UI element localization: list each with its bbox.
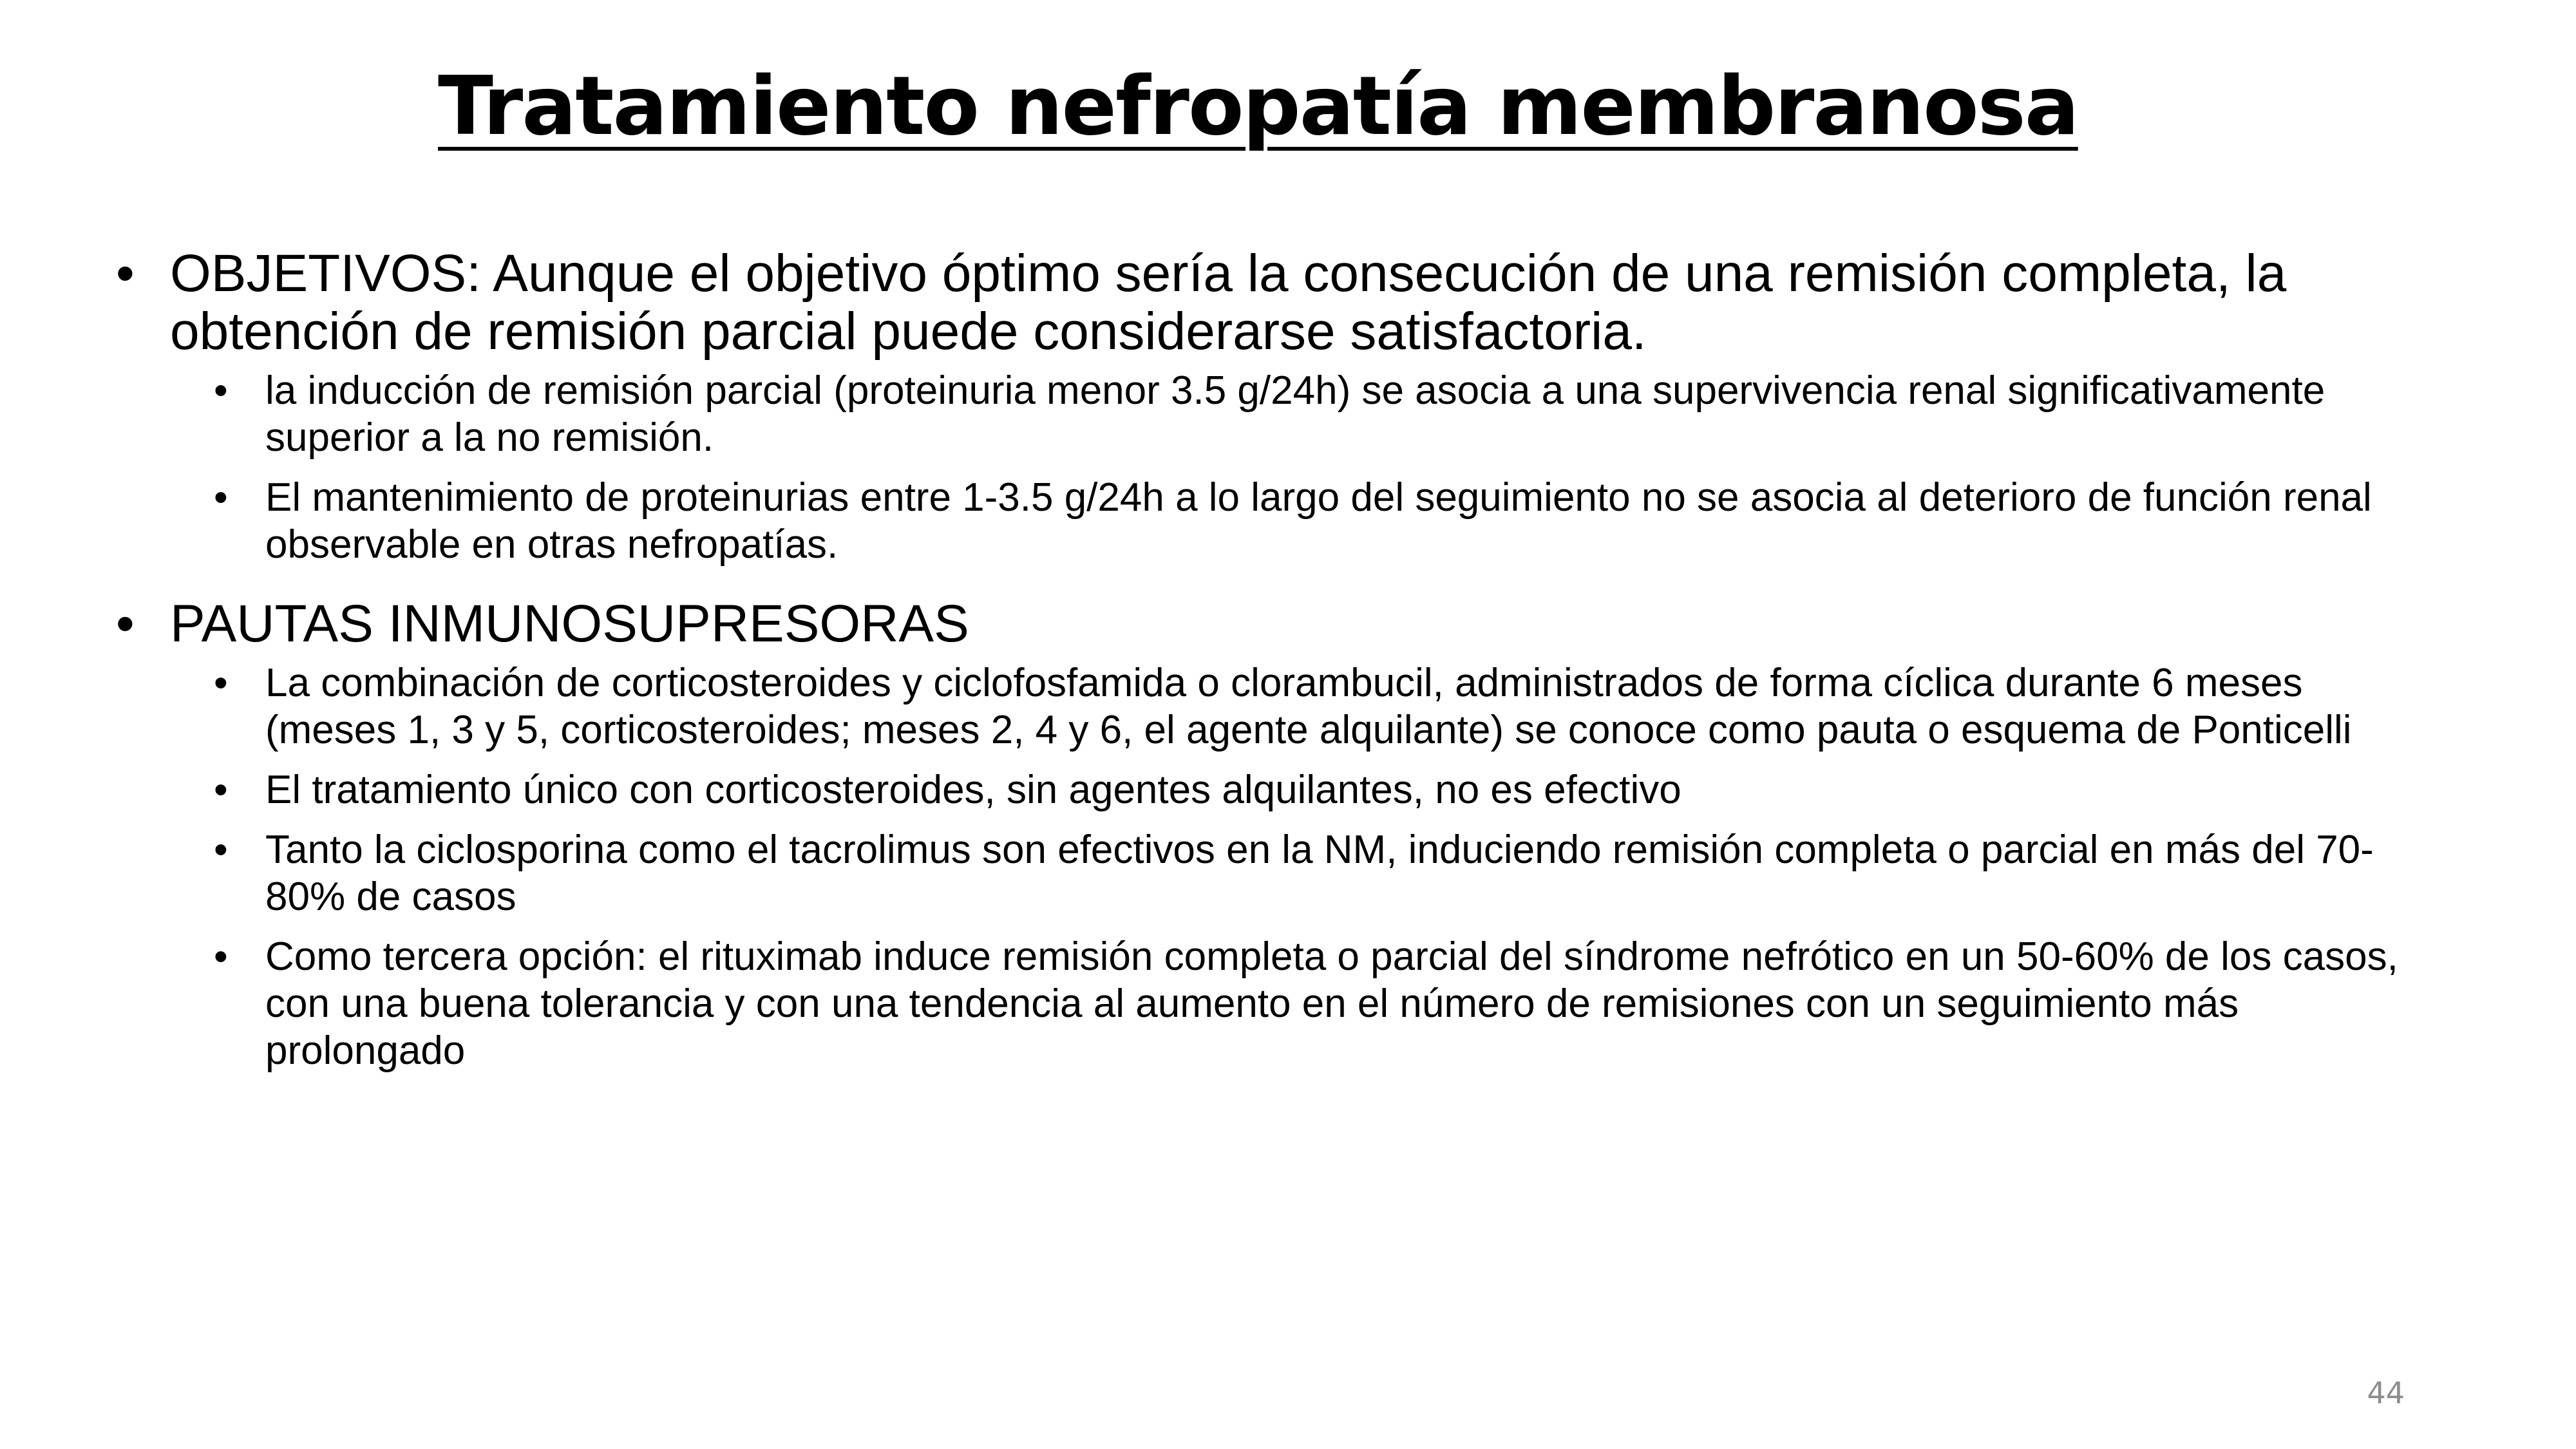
sub-bullet-text: El mantenimiento de proteinurias entre 1-3.5 g/24h a lo largo del seguimiento no se asocia al deterioro de función renal observable en otras nefropatías. [265, 475, 2372, 567]
bullet-dot-icon: • [214, 661, 228, 705]
bullet-pautas [116, 595, 2421, 653]
sub-bullet-text: la inducción de remisión parcial (proteinuria menor 3.5 g/24h) se asocia a una supervivencia renal significativamente superior a la no remisión. [265, 368, 2325, 460]
sub-bullet-text: Como tercera opción: el rituximab induce remisión completa o parcial del síndrome nefrótico en un 50-60% de los casos, con una buena tolerancia y con una tendencia al aumento en el número de remisiones con un seguimiento más prolongado [265, 934, 2398, 1073]
bullet-dot-icon: • [214, 828, 228, 872]
sub-bullet-item [116, 659, 2421, 753]
sub-bullet-item [116, 367, 2421, 461]
sub-bullet-item [116, 766, 2421, 813]
bullet-dot-icon: • [214, 768, 228, 812]
sub-bullet-item [116, 933, 2421, 1074]
bullet-dot-icon: • [214, 368, 228, 413]
bullet-dot-icon: • [214, 934, 228, 979]
bullet-dot-icon: • [214, 475, 228, 520]
bullet-objetivos [116, 245, 2421, 361]
sub-bullet-text: La combinación de corticosteroides y ciclofosfamida o clorambucil, administrados de forma cíclica durante 6 meses (meses 1, 3 y 5, corticosteroides; meses 2, 4 y 6, el agente alquilante) se conoce como pauta o esquema de Ponticelli [265, 661, 2352, 752]
slide-number: 44 [2367, 1376, 2405, 1410]
slide-title: Tratamiento nefropatía membranosa [438, 59, 2078, 153]
sub-bullet-list [116, 659, 2421, 1074]
sub-bullet-list [116, 367, 2421, 568]
slide-body [116, 245, 2421, 1087]
sub-bullet-item [116, 826, 2421, 920]
sub-bullet-text: Tanto la ciclosporina como el tacrolimus son efectivos en la NM, induciendo remisión completa o parcial en más del 70-80% de casos [265, 828, 2374, 919]
bullet-dot-icon: • [116, 244, 135, 303]
bullet-text: PAUTAS INMUNOSUPRESORAS [170, 594, 969, 653]
bullet-dot-icon: • [116, 594, 135, 653]
sub-bullet-text: El tratamiento único con corticosteroides, sin agentes alquilantes, no es efectivo [265, 768, 1681, 812]
sub-bullet-item [116, 474, 2421, 568]
bullet-text: OBJETIVOS: Aunque el objetivo óptimo sería la consecución de una remisión completa, la obtención de remisión parcial puede considerarse satisfactoria. [170, 244, 2287, 361]
